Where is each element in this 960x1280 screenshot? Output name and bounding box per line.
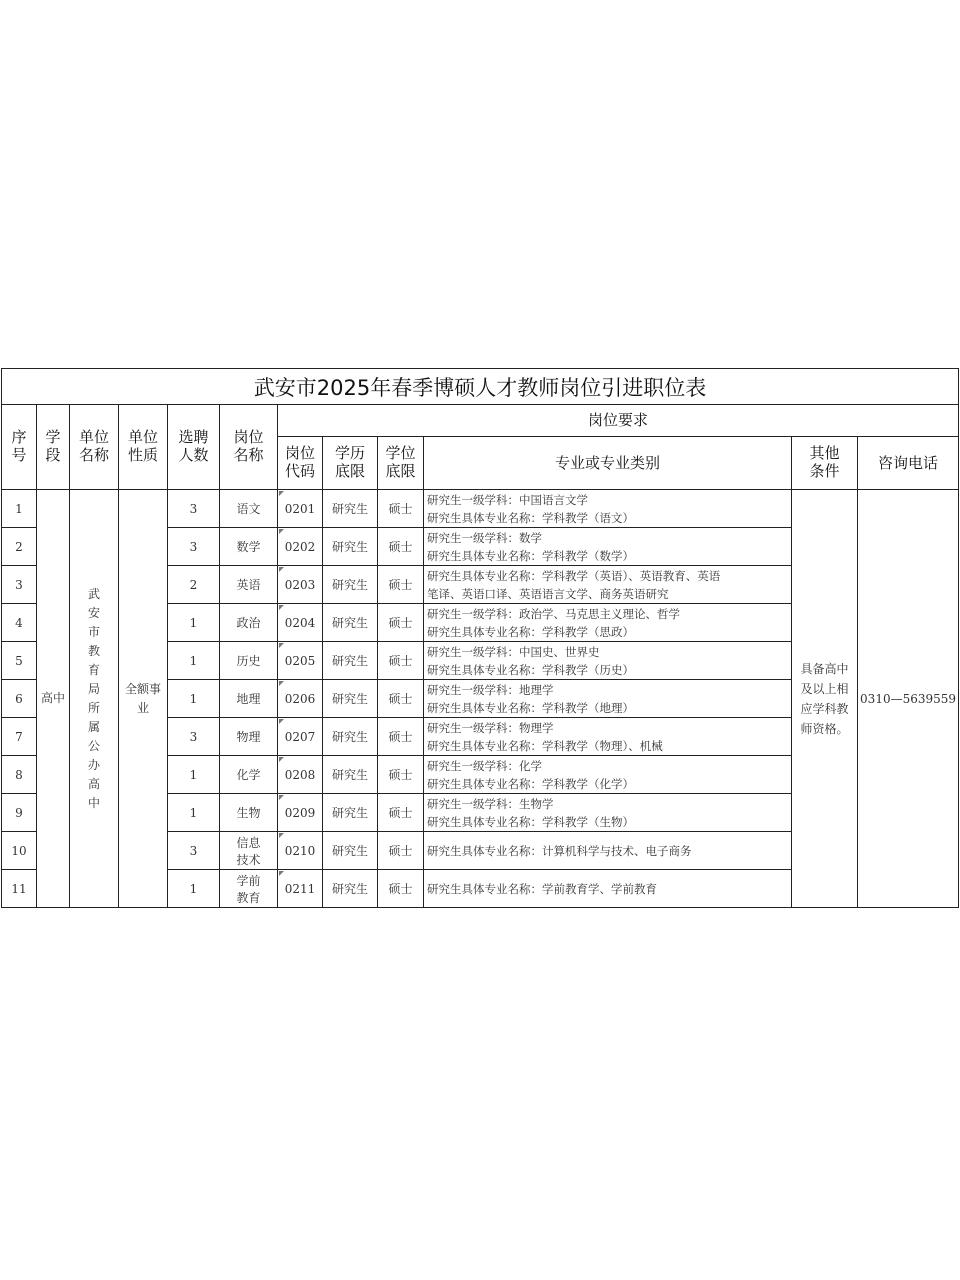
req-line-2: 研究生具体专业名称：学科教学（思政） [427,624,634,639]
cell-degree: 硕士 [378,794,424,832]
cell-edu: 研究生 [323,528,378,566]
cell-post: 物理 [220,718,278,756]
cell-code: 0202 [278,528,323,566]
cell-major [424,832,792,870]
cell-degree: 硕士 [378,718,424,756]
cell-count: 3 [168,528,220,566]
cell-seq: 1 [2,490,37,528]
cell-seq: 6 [2,680,37,718]
cell-code: 0211 [278,870,323,908]
cell-edu: 研究生 [323,642,378,680]
req-line-2: 研究生具体专业名称：学科教学（历史） [427,662,634,677]
cell-major [424,870,792,908]
cell-seq: 9 [2,794,37,832]
req-line-1: 研究生一级学科：物理学 [427,720,554,735]
cell-count: 3 [168,718,220,756]
cell-post-text: 学前教育 [236,873,261,905]
cell-edu: 研究生 [323,566,378,604]
cell-degree: 硕士 [378,756,424,794]
cell-code: 0206 [278,680,323,718]
cell-count: 3 [168,490,220,528]
cell-major [424,642,792,680]
req-line-1: 研究生具体专业名称：计算机科学与技术、电子商务 [427,843,692,858]
cell-count: 1 [168,870,220,908]
cell-seq: 10 [2,832,37,870]
cell-post: 英语 [220,566,278,604]
cell-degree: 硕士 [378,832,424,870]
header-unit-nature: 单位性质 [119,405,168,490]
cell-degree: 硕士 [378,642,424,680]
cell-edu: 研究生 [323,756,378,794]
cell-count: 1 [168,680,220,718]
cell-seq: 4 [2,604,37,642]
cell-count: 2 [168,566,220,604]
position-table-sheet [1,368,958,908]
cell-major [424,604,792,642]
req-line-1: 研究生一级学科：政治学、马克思主义理论、哲学 [427,606,680,621]
header-education: 学历底限 [323,437,378,490]
req-line-1: 研究生一级学科：生物学 [427,796,554,811]
cell-post: 化学 [220,756,278,794]
req-line-1: 研究生一级学科：中国语言文学 [427,492,588,507]
cell-edu: 研究生 [323,794,378,832]
header-post-code: 岗位代码 [278,437,323,490]
req-line-2: 研究生具体专业名称：学科教学（语文） [427,510,634,525]
cell-count: 1 [168,794,220,832]
cell-edu: 研究生 [323,832,378,870]
cell-post-text: 信息技术 [236,835,261,867]
cell-major [424,756,792,794]
req-line-1: 研究生具体专业名称：学科教学（英语）、英语教育、英语 [427,568,721,583]
req-line-1: 研究生一级学科：数学 [427,530,542,545]
cell-degree: 硕士 [378,604,424,642]
cell-major [424,566,792,604]
header-post-name: 岗位名称 [220,405,278,490]
cell-post [220,832,278,870]
cell-seq: 3 [2,566,37,604]
cell-seq: 5 [2,642,37,680]
header-phone: 咨询电话 [858,437,959,490]
header-seq: 序号 [2,405,37,490]
cell-stage: 高中 [37,490,70,908]
cell-degree: 硕士 [378,528,424,566]
header-unit-name: 单位名称 [70,405,119,490]
cell-seq: 7 [2,718,37,756]
cell-edu: 研究生 [323,870,378,908]
req-line-2: 研究生具体专业名称：学科教学（生物） [427,814,634,829]
position-table [1,368,959,908]
req-line-1: 研究生具体专业名称：学前教育学、学前教育 [427,881,657,896]
cell-code: 0209 [278,794,323,832]
cell-code: 0204 [278,604,323,642]
cell-degree: 硕士 [378,566,424,604]
cell-count: 1 [168,756,220,794]
cell-phone: 0310—5639559 [858,490,959,908]
req-line-2: 研究生具体专业名称：学科教学（物理）、机械 [427,738,663,753]
cell-degree: 硕士 [378,680,424,718]
table-row [2,490,959,528]
req-line-2: 研究生具体专业名称：学科教学（数学） [427,548,634,563]
cell-major [424,490,792,528]
req-line-1: 研究生一级学科：地理学 [427,682,554,697]
req-line-2: 研究生具体专业名称：学科教学（化学） [427,776,634,791]
cell-seq: 11 [2,870,37,908]
cell-code: 0207 [278,718,323,756]
cell-edu: 研究生 [323,680,378,718]
cell-post: 语文 [220,490,278,528]
req-line-1: 研究生一级学科：化学 [427,758,542,773]
cell-unit-name: 武安市教育局所属公办高中 [70,490,119,908]
cell-code: 0203 [278,566,323,604]
header-degree: 学位底限 [378,437,424,490]
cell-major [424,680,792,718]
header-stage: 学段 [37,405,70,490]
header-other: 其他条件 [792,437,858,490]
cell-count: 1 [168,604,220,642]
cell-code: 0208 [278,756,323,794]
cell-seq: 8 [2,756,37,794]
cell-major [424,794,792,832]
header-count: 选聘人数 [168,405,220,490]
cell-post: 政治 [220,604,278,642]
cell-degree: 硕士 [378,870,424,908]
cell-edu: 研究生 [323,604,378,642]
cell-other: 具备高中及以上相应学科教师资格。 [792,490,858,908]
cell-post [220,870,278,908]
cell-edu: 研究生 [323,718,378,756]
cell-code: 0205 [278,642,323,680]
cell-seq: 2 [2,528,37,566]
req-line-2: 笔译、英语口译、英语语言文学、商务英语研究 [427,586,669,601]
cell-count: 1 [168,642,220,680]
cell-edu: 研究生 [323,490,378,528]
cell-post: 地理 [220,680,278,718]
cell-post: 数学 [220,528,278,566]
cell-post: 历史 [220,642,278,680]
cell-count: 3 [168,832,220,870]
table-title: 武安市2025年春季博硕人才教师岗位引进职位表 [2,369,959,405]
header-requirements: 岗位要求 [278,405,959,437]
cell-post: 生物 [220,794,278,832]
req-line-2: 研究生具体专业名称：学科教学（地理） [427,700,634,715]
cell-major [424,718,792,756]
cell-code: 0201 [278,490,323,528]
cell-unit-nature: 全额事业 [119,490,168,908]
cell-major [424,528,792,566]
req-line-1: 研究生一级学科：中国史、世界史 [427,644,600,659]
cell-code: 0210 [278,832,323,870]
header-major: 专业或专业类别 [424,437,792,490]
cell-degree: 硕士 [378,490,424,528]
